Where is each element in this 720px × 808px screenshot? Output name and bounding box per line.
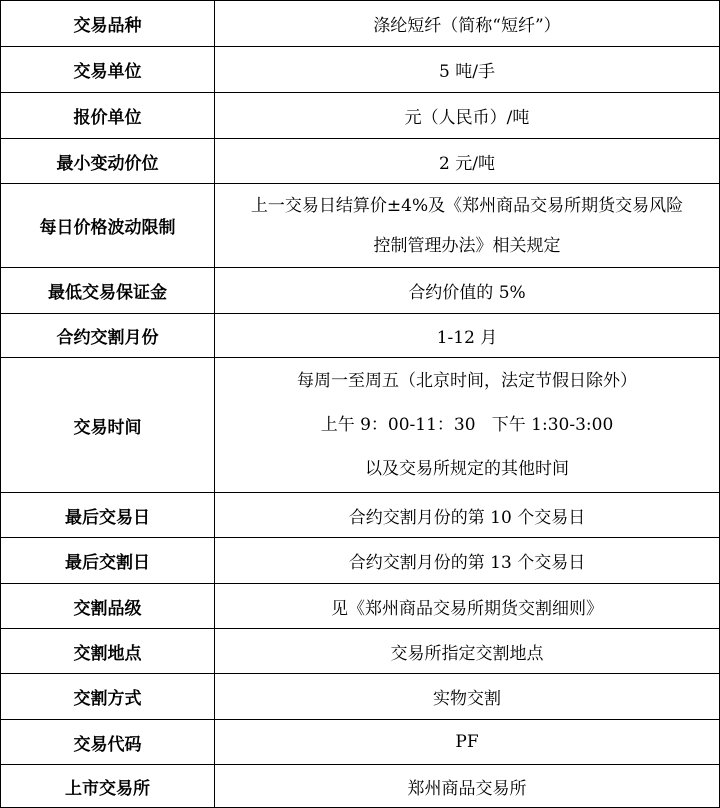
row-label: 每日价格波动限制: [1, 184, 215, 268]
row-label: 最低交易保证金: [1, 268, 215, 314]
row-label: 最小变动价位: [1, 139, 215, 184]
table-row: [1, 720, 720, 765]
row-label: 交易时间: [1, 358, 215, 493]
row-label: 交易品种: [1, 1, 215, 47]
row-value: [215, 268, 720, 314]
row-label: 交割方式: [1, 674, 215, 720]
row-value: [215, 184, 720, 268]
value-line: 合约交割月份的第 10 个交易日: [348, 507, 586, 528]
value-line: 2 元/吨: [439, 153, 495, 174]
row-value: [215, 720, 720, 765]
value-line: 交易所指定交割地点: [390, 643, 544, 664]
row-value: [215, 47, 720, 93]
table-row: [1, 139, 720, 184]
row-label: 交易代码: [1, 720, 215, 765]
row-value: [215, 1, 720, 47]
value-line: 合约价值的 5%: [408, 283, 526, 303]
table-row: [1, 47, 720, 93]
table-row: [1, 493, 720, 538]
row-value: [215, 584, 720, 629]
row-value: [215, 139, 720, 184]
row-label: 交割地点: [1, 629, 215, 674]
value-line: 1-12 月: [436, 328, 498, 348]
row-label: 上市交易所: [1, 765, 215, 808]
row-label: 合约交割月份: [1, 314, 215, 358]
table-row: [1, 674, 720, 720]
value-line: 涤纶短纤（简称“短纤”）: [373, 16, 561, 36]
row-label: 交易单位: [1, 47, 215, 93]
row-value: [215, 93, 720, 139]
value-line: 控制管理办法》相关规定: [373, 235, 561, 256]
table-row: [1, 184, 720, 268]
value-line: 5 吨/手: [439, 62, 495, 82]
table-row: [1, 268, 720, 314]
value-line: 上午 9：00-11：30 下午 1:30-3:00: [320, 415, 614, 435]
row-value: [215, 629, 720, 674]
row-value: [215, 358, 720, 493]
table-row: [1, 584, 720, 629]
table-row: [1, 314, 720, 358]
row-value: [215, 493, 720, 538]
value-line: 元（人民币）/吨: [404, 108, 530, 128]
row-label: 最后交割日: [1, 538, 215, 584]
value-line: 合约交割月份的第 13 个交易日: [348, 553, 586, 573]
value-line: PF: [455, 732, 479, 752]
table-row: [1, 93, 720, 139]
table-row: [1, 629, 720, 674]
table-row: [1, 1, 720, 47]
value-line: 郑州商品交易所: [407, 778, 527, 799]
value-line: 见《郑州商品交易所期货交割细则》: [331, 598, 603, 619]
value-line: 以及交易所规定的其他时间: [365, 459, 569, 479]
row-label: 交割品级: [1, 584, 215, 629]
row-value: [215, 314, 720, 358]
row-value: [215, 674, 720, 720]
row-value: [215, 765, 720, 808]
table-row: [1, 358, 720, 493]
value-line: 实物交割: [433, 689, 501, 709]
row-value: [215, 538, 720, 584]
row-label: 最后交易日: [1, 493, 215, 538]
table-row: [1, 765, 720, 808]
value-line: 上一交易日结算价±4%及《郑州商品交易所期货交易风险: [250, 195, 684, 216]
table-row: [1, 538, 720, 584]
row-label: 报价单位: [1, 93, 215, 139]
value-line: 每周一至周五（北京时间，法定节假日除外）: [297, 371, 637, 391]
